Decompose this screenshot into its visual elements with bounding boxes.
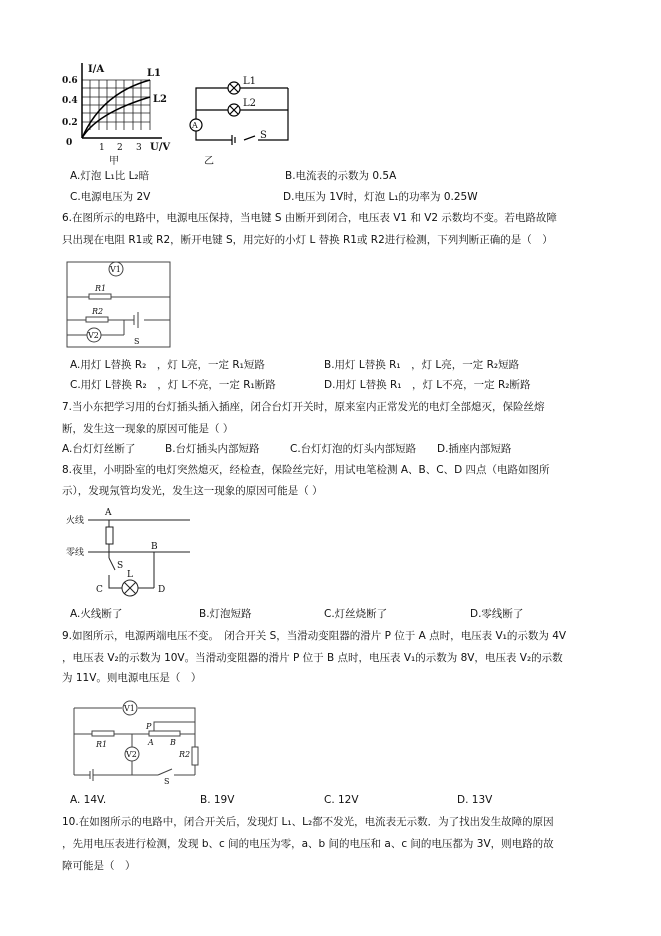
- q8-option-c[interactable]: C.灯丝烧断了: [324, 608, 388, 620]
- q9-stem: 9.如图所示，电源两端电压不变。 闭合开关 S，当滑动变阻器的滑片 P 位于 A 点时，电压表 V₁的示数为 4V: [62, 630, 567, 642]
- q7-stem: 断，发生这一现象的原因可能是（ ）: [62, 423, 234, 435]
- rheostat-icon: [149, 731, 180, 736]
- ytick: 0: [66, 138, 73, 148]
- r2-label: R2: [179, 750, 191, 759]
- graph-caption: 甲: [109, 156, 119, 167]
- v1-label: V1: [110, 265, 121, 274]
- resistor-r2-icon: [192, 747, 198, 765]
- s-label: S: [164, 777, 170, 786]
- graph-xlabel: U/V: [150, 142, 171, 153]
- q9-stem: ，电压表 V₂的示数为 10V。当滑动变阻器的滑片 P 位于 B 点时，电压表 V₁的示数为 8V，电压表 V₂的示数: [62, 652, 563, 664]
- q9-option-a[interactable]: A. 14V.: [70, 794, 107, 806]
- q6-option-b[interactable]: B.用灯 L替换 R₁ ，灯 L亮，一定 R₂短路: [324, 359, 520, 371]
- q9-circuit: [62, 695, 212, 785]
- q8-stem: 示），发现氖管均发光，发生这一现象的原因可能是（ ）: [62, 485, 323, 497]
- xtick: 1: [99, 143, 105, 153]
- curve-label: L1: [147, 68, 161, 79]
- iv-graph: [62, 58, 182, 168]
- point-d-label: D: [158, 585, 166, 595]
- q7-option-a[interactable]: A.台灯灯丝断了: [62, 443, 136, 455]
- s-label: S: [134, 337, 140, 346]
- l1-label: L1: [243, 76, 257, 87]
- r1-label: R1: [95, 284, 107, 293]
- q5-option-d[interactable]: D.电压为 1V时，灯泡 L₁的功率为 0.25W: [283, 191, 478, 203]
- q6-option-a[interactable]: A.用灯 L替换 R₂ ，灯 L亮，一定 R₁短路: [70, 359, 265, 371]
- q10-stem: ，先用电压表进行检测，发现 b、c 间的电压为零，a、b 间的电压和 a、c 间的电压都为 3V，则电路的故: [62, 838, 554, 850]
- q9-option-b[interactable]: B. 19V: [200, 794, 235, 806]
- v2-label: V2: [126, 750, 137, 759]
- q8-option-d[interactable]: D.零线断了: [470, 608, 524, 620]
- v2-label: V2: [88, 331, 99, 340]
- point-b-label: B: [151, 542, 158, 552]
- q7-option-d[interactable]: D.插座内部短路: [437, 443, 512, 455]
- switch-label: S: [260, 130, 267, 141]
- xtick: 2: [117, 143, 123, 153]
- point-c-label: C: [96, 585, 103, 595]
- q6-stem: 只出现在电阻 R1或 R2，断开电键 S，用完好的小灯 L 替换 R1或 R2进行检测，下列判断正确的是（ ）: [62, 234, 553, 246]
- q8-option-b[interactable]: B.灯泡短路: [199, 608, 252, 620]
- v1-label: V1: [124, 704, 135, 713]
- q5-option-b[interactable]: B.电流表的示数为 0.5A: [285, 170, 397, 182]
- lamp-label: L: [127, 570, 133, 580]
- fuse-icon: [106, 527, 113, 544]
- point-a-label: A: [105, 508, 112, 518]
- q9-stem: 为 11V。则电源电压是（ ）: [62, 672, 202, 684]
- r2-label: R2: [92, 307, 104, 316]
- q6-circuit: [64, 255, 174, 350]
- q7-option-c[interactable]: C.台灯灯泡的灯头内部短路: [290, 443, 417, 455]
- xtick: 3: [136, 143, 142, 153]
- switch-label: S: [117, 561, 124, 571]
- resistor-r2-icon: [86, 317, 108, 322]
- q8-stem: 8.夜里，小明卧室的电灯突然熄灭，经检查，保险丝完好，用试电笔检测 A、B、C、D 四点（电路如图所: [62, 464, 550, 476]
- neutral-wire-label: 零线: [66, 548, 85, 558]
- curve-label: L2: [153, 94, 167, 105]
- ytick: 0.4: [62, 96, 78, 106]
- ytick: 0.2: [62, 118, 78, 128]
- q10-stem: 障可能是（ ）: [62, 860, 136, 872]
- q5-option-a[interactable]: A.灯泡 L₁比 L₂暗: [70, 170, 150, 182]
- q8-circuit: [62, 500, 202, 600]
- q6-option-c[interactable]: C.用灯 L替换 R₂ ，灯 L不亮，一定 R₁断路: [70, 379, 276, 391]
- l2-label: L2: [243, 98, 257, 109]
- ytick: 0.6: [62, 76, 78, 86]
- r1-label: R1: [96, 740, 108, 749]
- b-label: B: [170, 738, 176, 747]
- ammeter-label: A: [192, 121, 198, 130]
- q8-option-a[interactable]: A.火线断了: [70, 608, 123, 620]
- q6-option-d[interactable]: D.用灯 L替换 R₁ ，灯 L不亮，一定 R₂断路: [324, 379, 531, 391]
- q6-stem: 6.在图所示的电路中，电源电压保持，当电键 S 由断开到闭合，电压表 V1 和 V2 示数均不变。若电路故障: [62, 212, 557, 224]
- q7-stem: 7.当小东把学习用的台灯插头插入插座，闭合台灯开关时，原来室内正常发光的电灯全部熄灭，保险丝熔: [62, 401, 545, 413]
- q7-option-b[interactable]: B.台灯插头内部短路: [165, 443, 260, 455]
- q9-option-d[interactable]: D. 13V: [457, 794, 493, 806]
- p-label: P: [146, 722, 152, 731]
- q5-option-c[interactable]: C.电源电压为 2V: [70, 191, 151, 203]
- q9-option-c[interactable]: C. 12V: [324, 794, 359, 806]
- live-wire-label: 火线: [66, 516, 85, 526]
- resistor-r1-icon: [89, 294, 111, 299]
- circuit-caption: 乙: [204, 156, 214, 167]
- resistor-r1-icon: [92, 731, 114, 736]
- q10-stem: 10.在如图所示的电路中，闭合开关后，发现灯 L₁、L₂都不发光，电流表无示数．为了找出发生故障的原因: [62, 816, 554, 828]
- a-label: A: [148, 738, 154, 747]
- parallel-circuit: [188, 58, 298, 168]
- graph-ylabel: I/A: [88, 64, 105, 75]
